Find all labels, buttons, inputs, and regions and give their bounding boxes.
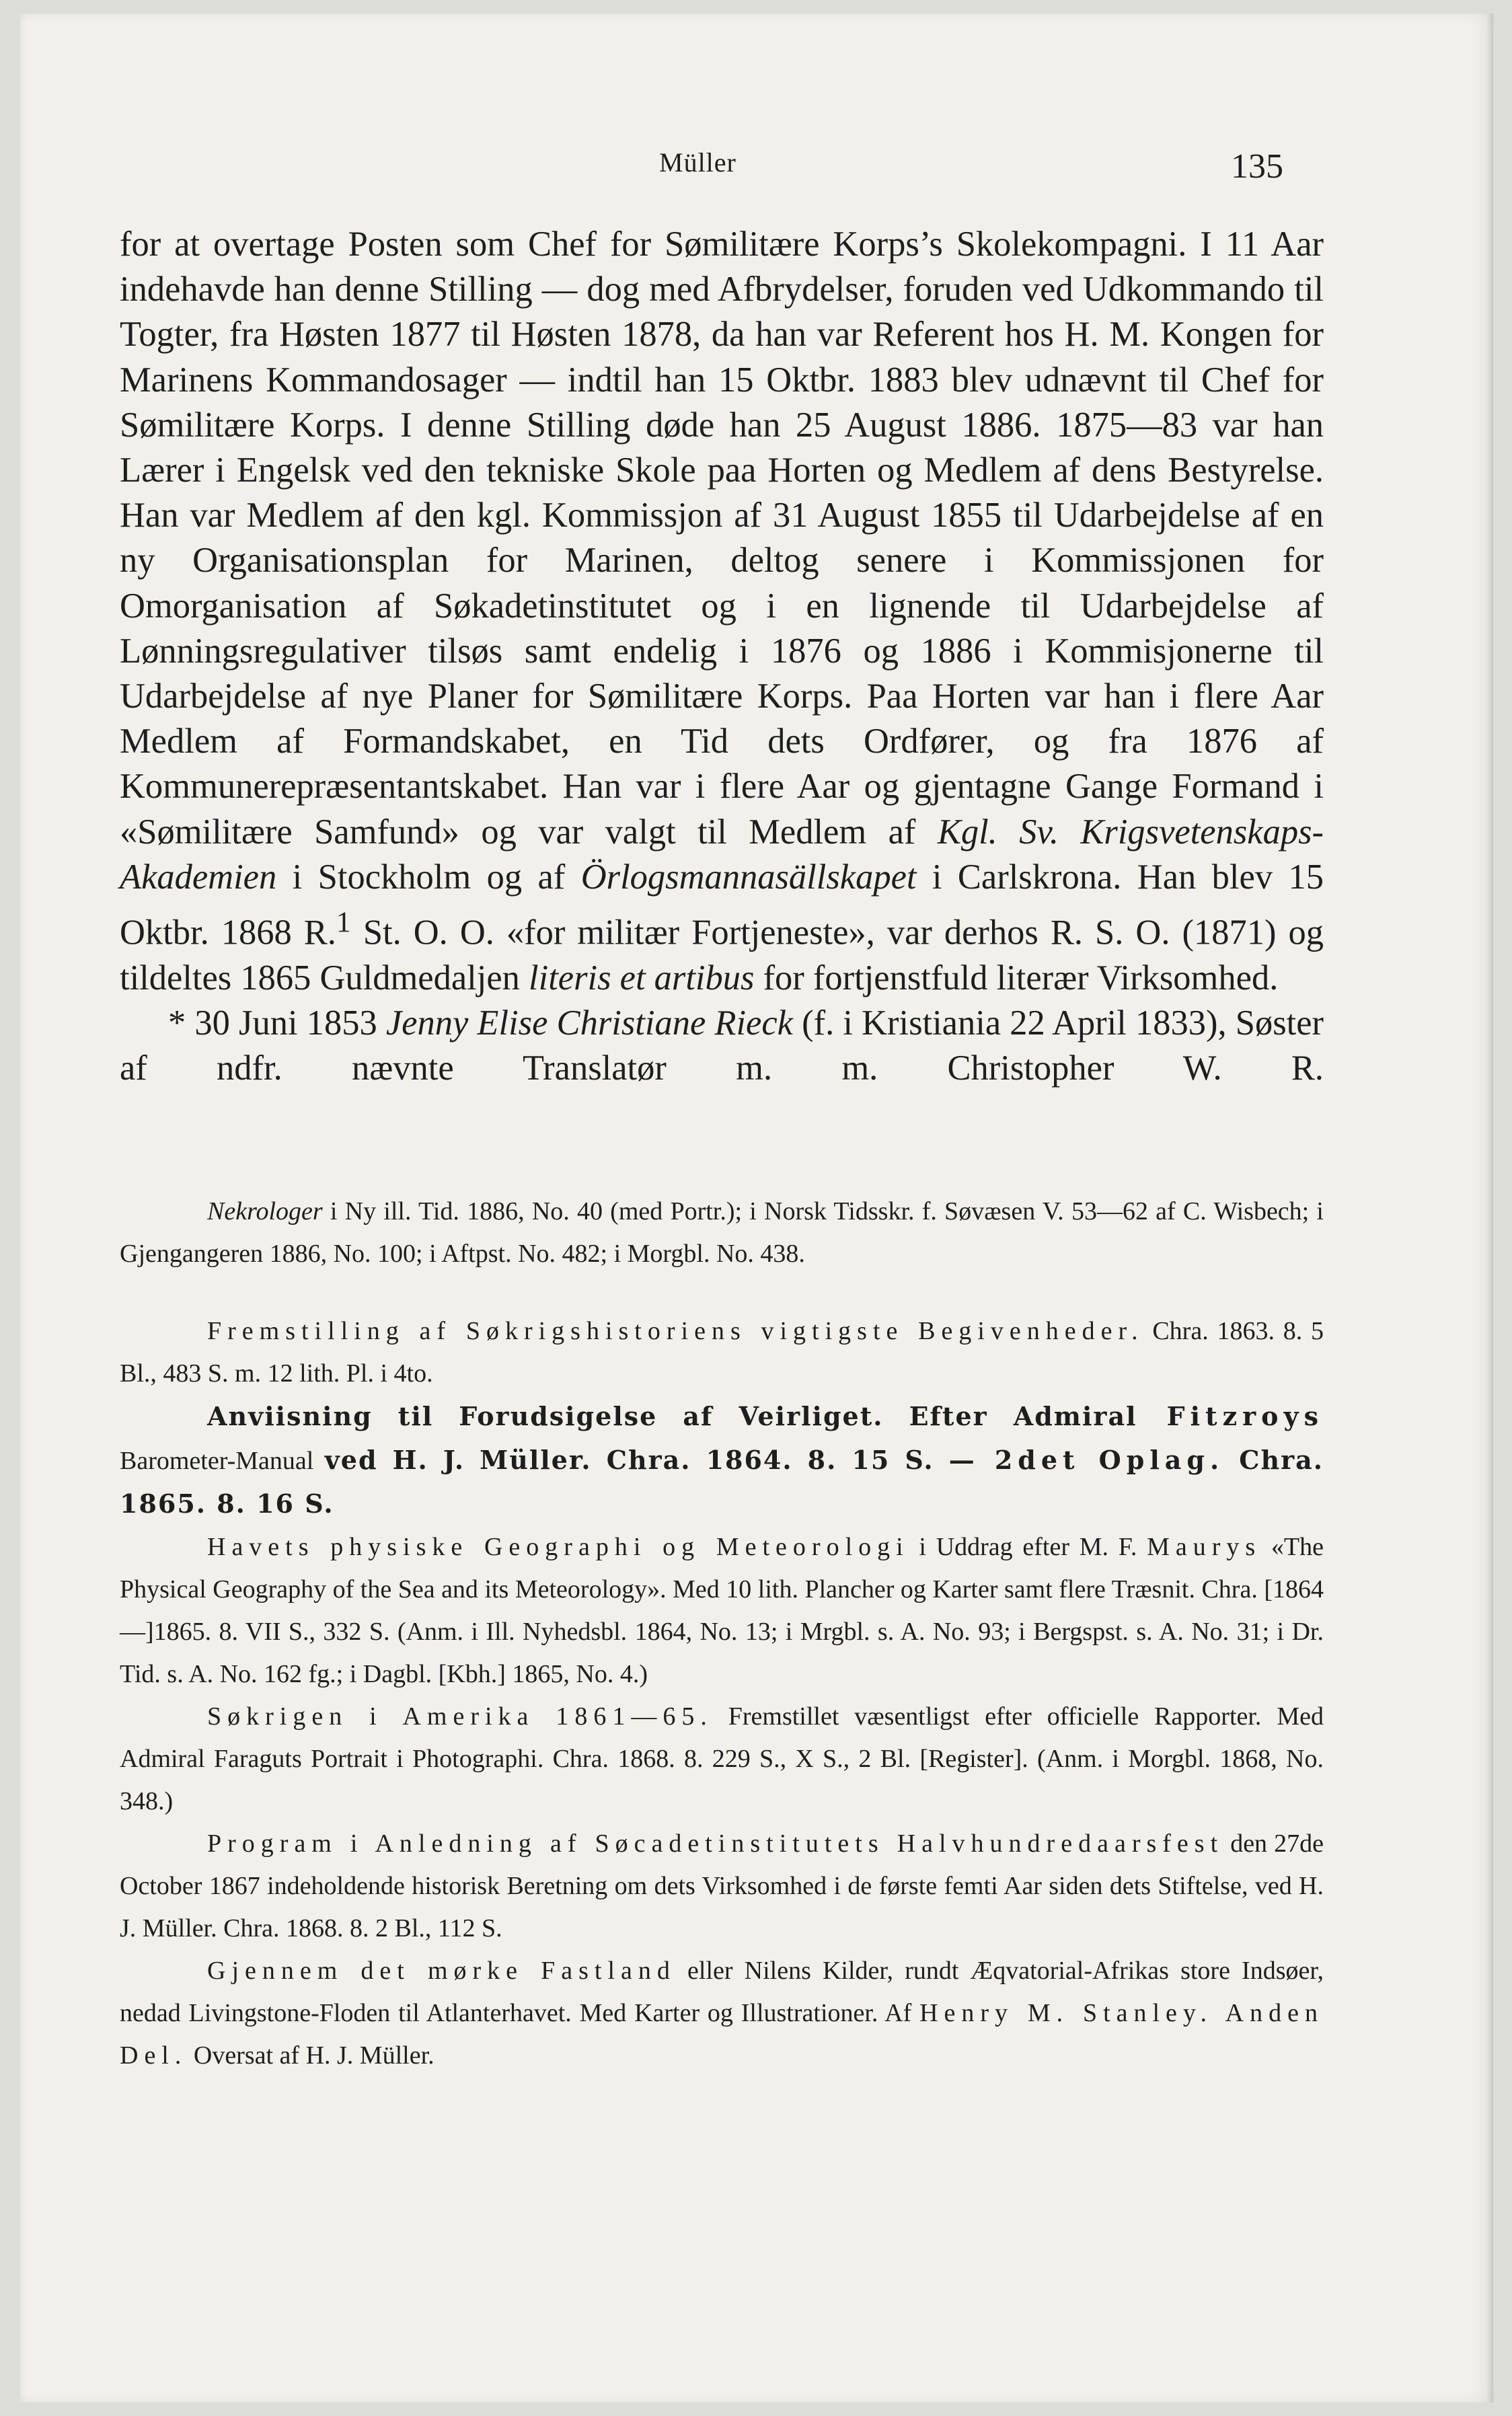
work-title: Fremstilling af Søkrigshistoriens vigtigste Begivenheder. [207, 1317, 1144, 1345]
book-page [20, 13, 1493, 2403]
text-run: i Ny ill. Tid. 1886, No. 40 (med Portr.); i Norsk Tidsskr. f. Søvæsen V. 53—62 af C. Wisbech; i Gjengangeren 1886, No. 100; i Aftpst. No. 482; i Morgbl. No. 438. [120, 1197, 1324, 1268]
work-details: Barometer-Manual [120, 1447, 325, 1475]
italic-academy-name: Kgl. Sv. Krigsvetenskaps-Akademien [120, 812, 1324, 897]
text-run: (f. i Kristiania 22 April 1833), Søster af ndfr. nævnte Translatør m. m. Christopher W. R. [120, 1003, 1324, 1088]
italic-latin-phrase: literis et artibus [529, 958, 755, 997]
biography-text [120, 222, 1324, 1091]
author-name-spaced: Maurys [1147, 1533, 1262, 1561]
text-run: i Carlskrona. Han blev 15 Oktbr. 1868 R. [120, 857, 1324, 952]
bibliography [120, 1191, 1324, 2077]
page-number: 135 [1231, 147, 1283, 186]
text-run: St. O. O. «for militær Fortjeneste», var derhos R. S. O. (1871) og tildeltes 1865 Guldmedaljen [120, 913, 1324, 997]
work-title-blackletter: Anviisning til Forudsigelse af Veirliget. Efter Admiral [207, 1401, 1137, 1431]
text-run: for fortjenstfuld literær Virksomhed. [754, 958, 1279, 997]
work-details: «The Physical Geography of the Sea and its Meteorology». Med 10 lith. Plancher og Karter samt flere Træsnit. Chra. [1864—]1865. 8. VII S., 332 S. (Anm. i Ill. Nyhedsbl. 1864, No. 13; i Mrgbl. s. A. No. 93; i Bergspst. s. A. No. 31; i Dr. Tid. s. A. No. 162 fg.; i Dagbl. [Kbh.] 1865, No. 4.) [120, 1533, 1324, 1688]
work-title: Gjennem det mørke Fastland [207, 1957, 676, 1985]
italic-spouse-name: Jenny Elise Christiane Rieck [385, 1003, 793, 1043]
text-run: * 30 Juni 1853 [168, 1003, 386, 1043]
work-details: Fremstillet væsentligst efter officielle Rapporter. Med Admiral Faraguts Portrait i Photographi. Chra. 1868. 8. 229 S., X S., 2 Bl. [Register]. (Anm. i Morgbl. 1868, No. 348.) [120, 1702, 1324, 1815]
text-run: for at overtage Posten som Chef for Sømilitære Korps’s Skolekompagni. I 11 Aar indehavde han denne Stilling — dog med Afbrydelser, foruden ved Udkommando til Togter, fra Høsten 1877 til Høsten 1878, da han var Referent hos H. M. Kongen for Marinens Kommandosager — indtil han 15 Oktbr. 1883 blev udnævnt til Chef for Sømilitære Korps. I denne Stilling døde han 25 August 1886. 1875—83 var han Lærer i Engelsk ved den tekniske Skole paa Horten og Medlem af dens Bestyrelse. Han var Medlem af den kgl. Kommissjon af 31 August 1855 til Udarbejdelse af en ny Organisationsplan for Marinen, deltog senere i Kommissjonen for Omorganisation af Søkadetinstitutet og i en lignende til Udarbejdelse af Lønningsregulativer tilsøs samt endelig i 1876 og 1886 i Kommisjonerne til Udarbejdelse af nye Planer for Sømilitære Korps. Paa Horten var han i flere Aar Medlem af Formandskabet, en Tid dets Ordfører, og fra 1876 af Kommunerepræsentantskabet. Han var i flere Aar og gjentagne Gange Formand i «Sømilitære Samfund» og var valgt til Medlem af [120, 225, 1324, 852]
text-run: i Stockholm og af [276, 857, 581, 897]
author-name-spaced: Henry M. Stanley. Anden Del. [120, 1999, 1324, 2070]
paragraph-career [120, 222, 1324, 1001]
italic-obituary-label: Nekrologer [207, 1197, 323, 1225]
running-head: Müller [659, 147, 736, 178]
work-title: Program i Anledning af Søcadetinstitutets Halvhundredaarsfest [207, 1829, 1224, 1858]
work-details-blackletter: Chra. 1865. 8. 16 S. [120, 1445, 1324, 1519]
paragraph-marriage [120, 1001, 1324, 1091]
work-details: eller Nilens Kilder, rundt Æqvatorial-Afrikas store Indsøer, nedad Livingstone-Floden til Atlanterhavet. Med Karter og Illustrationer. Af [120, 1957, 1324, 2027]
work-entry [120, 1823, 1324, 1950]
work-edition-blackletter: 2det Oplag. [975, 1445, 1225, 1475]
page-edge-shadow [1486, 13, 1493, 2403]
work-details: Oversat af H. J. Müller. [187, 2041, 434, 2070]
work-entry [120, 1310, 1324, 1395]
work-entry [120, 1696, 1324, 1823]
work-title: Søkrigen i Amerika 1861—65. [207, 1702, 713, 1731]
work-details: i Uddrag efter M. F. [909, 1533, 1147, 1561]
work-details-blackletter: ved H. J. Müller. Chra. 1864. 8. 15 S. — [324, 1445, 976, 1475]
work-entry [120, 1526, 1324, 1696]
work-title-blackletter-spaced: Fitzroys [1137, 1401, 1324, 1431]
work-details: den 27de October 1867 indeholdende historisk Beretning om dets Virksomhed i de første femti Aar siden dets Stiftelse, ved H. J. Müller. Chra. 1868. 8. 2 Bl., 112 S. [120, 1829, 1324, 1942]
work-title: Havets physiske Geographi og Meteorologi [207, 1533, 909, 1561]
page-header [20, 13, 1493, 202]
obituary-references [120, 1191, 1324, 1275]
work-details: Chra. 1863. 8. 5 Bl., 483 S. m. 12 lith. Pl. i 4to. [120, 1317, 1324, 1388]
footnote-marker: 1 [336, 906, 351, 939]
work-entry [120, 1395, 1324, 1526]
work-entry [120, 1950, 1324, 2077]
italic-society-name: Örlogsmannasällskapet [580, 857, 917, 897]
